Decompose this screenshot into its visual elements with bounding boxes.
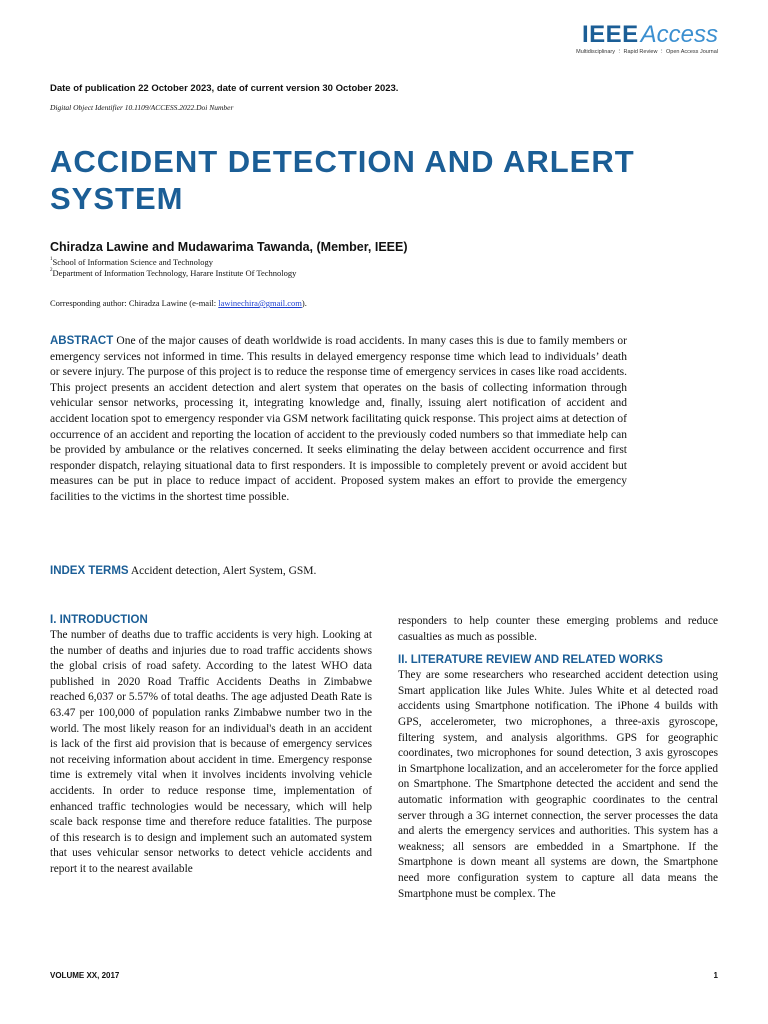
abstract bbox=[50, 334, 627, 506]
publication-date: Date of publication 22 October 2023, date of current version 30 October 2023. bbox=[50, 83, 399, 94]
abstract-text: One of the major causes of death worldwide is road accidents. In many cases this is due to family members or emergency services not informed in time. This results in delayed emergency response time which lead to individuals’ death or severe injury. The purpose of this project is to reduce the response time of emergency services in cases like road accidents. This project presents an accident detection and alert system that operates on the basis of collecting information through vehicular sensor networks, processing it, integrating knowledge and, finally, issuing alert notification of accident and accident location spot to emergency responder via GSM network facilitating quick response. This project aims at detection of occurrence of an accident and reporting the location of accident to the previously coded numbers so that immediate help can be provided by ambulance or the relatives concerned. It seeks eliminating the delay between accident occurrence and first responder dispatch, relaying situational data to first responders. It is impossible to completely prevent or avoid accident but measures can be put in place to reduce impact of accident. Proposed system makes an effort to provide the emergency facilities to the victims in the shortest time possible. bbox=[50, 335, 627, 503]
affiliation-1-text: School of Information Science and Technology bbox=[52, 257, 213, 267]
affiliation-1 bbox=[50, 257, 213, 267]
footer-page-number: 1 bbox=[713, 971, 718, 980]
logo-ieee: IEEE bbox=[581, 21, 639, 48]
index-terms-text: Accident detection, Alert System, GSM. bbox=[130, 565, 317, 577]
logo-wordmark bbox=[576, 22, 718, 48]
affiliation-2-text: Department of Information Technology, Harare Institute Of Technology bbox=[52, 268, 297, 278]
index-terms bbox=[50, 564, 627, 579]
corresponding-author bbox=[50, 298, 307, 308]
intro-continued-paragraph: responders to help counter these emerging problems and reduce casualties as much as possible. bbox=[398, 615, 718, 643]
intro-heading: I. INTRODUCTION bbox=[50, 614, 148, 626]
journal-logo bbox=[576, 22, 718, 55]
affiliation-1-mark: 1 bbox=[50, 257, 53, 262]
footer-volume: VOLUME XX, 2017 bbox=[50, 971, 120, 980]
index-terms-label: INDEX TERMS bbox=[50, 565, 129, 577]
authors: Chiradza Lawine and Mudawarima Tawanda, (Member, IEEE) bbox=[50, 240, 408, 254]
corresponding-prefix: Corresponding author: Chiradza Lawine (e-mail: bbox=[50, 298, 219, 308]
corresponding-email-link[interactable]: lawinechira@gmail.com bbox=[218, 298, 302, 308]
literature-paragraph: They are some researchers who researched accident detection using Smart application like Jules White. Jules White et al detected road accidents using Smartphone notification. The iPhone 4 builds with GPS, accelerometer, two microphones, a three-axis gyroscope, filtering system, and analysis algorithms. GPS for geographic coordinates, two microphones for sound detection, 3 axis gyroscopes in Smartphone localization, and an accelerometer for the force applied on Smartphone. The Smartphone detected the accident and send the automatic information with geographic coordinates to the central server through a 3G internet connection, the server processes the data and alerts the emergency services and authorities. This system has a weakness; all sensors are embedded in a Smartphone. If the Smartphone is down meant all systems are down, the Smartphone need more configuration system to capture all data means the Smartphone must be complex. The bbox=[398, 669, 718, 900]
literature-heading: II. LITERATURE REVIEW AND RELATED WORKS bbox=[398, 654, 663, 667]
abstract-label: ABSTRACT bbox=[50, 335, 114, 347]
intro-paragraph: The number of deaths due to traffic accidents is very high. Looking at the number of deaths and injuries due to road traffic accidents shows the global crisis of road safety. According to the latest WHO data published in 2020 Road Traffic Accidents Deaths in Zimbabwe reached 6,037 or 5.57% of total deaths. The age adjusted Death Rate is 63.47 per 100,000 of population ranks Zimbabwe number two in the world. The most likely reason for an individual's death in an accident is lack of the first aid provision that is because of emergency services not receiving information about accident in time. Emergency response time is extremely vital when it involves incidents involving vehicle accidents. In order to reduce response time, implementation of enhanced traffic technologies would be necessary, which will help scale back response time and therefore reduce fatalities. The purpose of this research is to design and implement such an automated system that uses vehicular sensor networks to detect vehicle accidents and report it to the nearest available bbox=[50, 629, 372, 875]
left-column bbox=[50, 613, 372, 878]
affiliation-2 bbox=[50, 268, 296, 278]
logo-tagline: Multidisciplinary ⋮ Rapid Review ⋮ Open Access Journal bbox=[576, 49, 718, 55]
right-column bbox=[398, 614, 718, 902]
corresponding-suffix: ). bbox=[301, 298, 307, 308]
paper-title: ACCIDENT DETECTION AND ARLERT SYSTEM bbox=[50, 144, 635, 216]
doi: Digital Object Identifier 10.1109/ACCESS.2022.Doi Number bbox=[50, 103, 234, 112]
affiliation-2-mark: 2 bbox=[50, 268, 53, 273]
logo-access: Access bbox=[640, 21, 718, 48]
